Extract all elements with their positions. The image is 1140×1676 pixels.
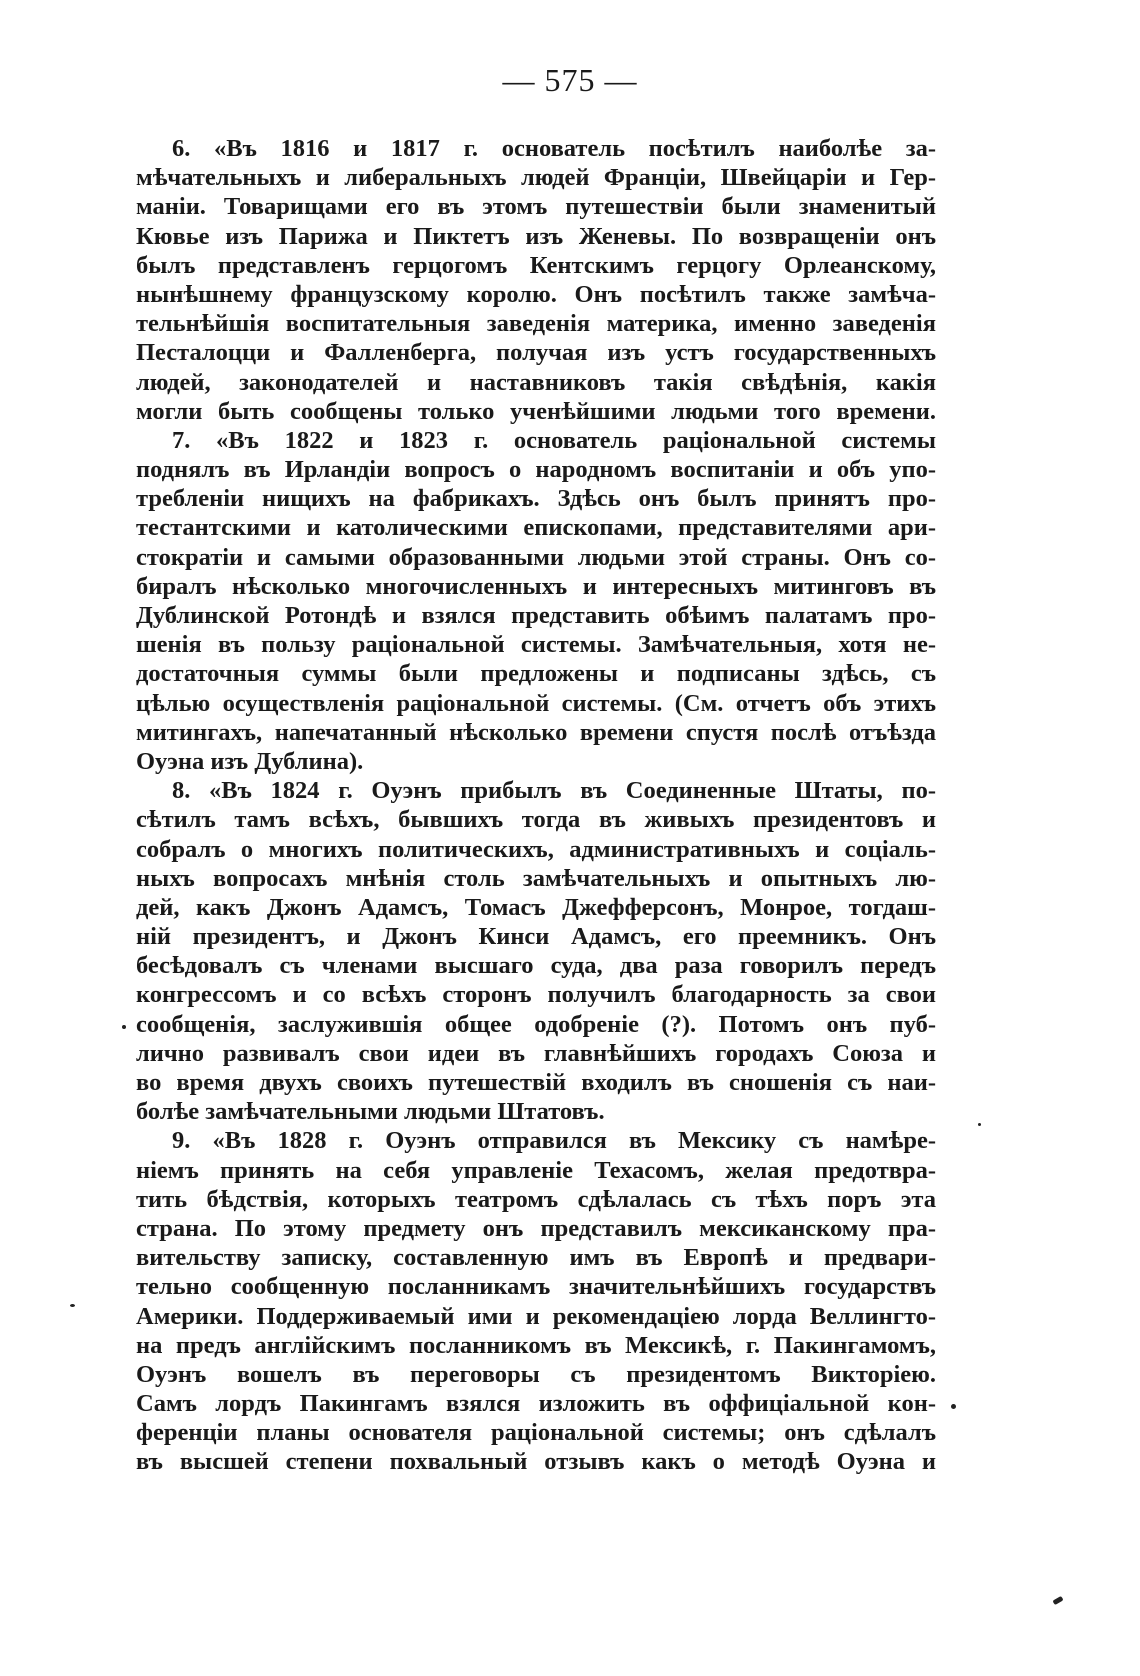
scan-speck: [70, 1304, 75, 1307]
scan-speck: [951, 1404, 956, 1409]
text-line: ференціи планы основателя раціональной системы; онъ сдѣлалъ: [136, 1419, 936, 1447]
text-line: тестантскими и католическими епископами, представителями ари-: [136, 514, 936, 542]
text-line: во время двухъ своихъ путешествій входилъ въ сношенія съ наи-: [136, 1069, 936, 1096]
text-line: дей, какъ Джонъ Адамсъ, Томасъ Джефферсонъ, Монрое, тогдаш-: [136, 893, 936, 921]
text-line: достаточныя суммы были предложены и подписаны здѣсь, съ: [136, 660, 936, 688]
text-line: Америки. Поддерживаемый ими и рекомендаціею лорда Веллингто-: [136, 1302, 936, 1330]
page-number: — 575 —: [502, 62, 638, 98]
text-line: тельнѣйшія воспитательныя заведенія материка, именно заведенія: [136, 310, 936, 338]
text-line: 8. «Въ 1824 г. Оуэнъ прибылъ въ Соединенные Штаты, по-: [172, 777, 936, 805]
text-line: Песталоцци и Фалленберга, получая изъ устъ государственныхъ: [136, 339, 936, 367]
text-line: ній президентъ, и Джонъ Кинси Адамсъ, его преемникъ. Онъ: [136, 923, 936, 951]
scan-speck: [1052, 1596, 1063, 1605]
text-line: ніемъ принять на себя управленіе Техасомъ, желая предотвра-: [136, 1156, 936, 1184]
text-line: требленіи нищихъ на фабрикахъ. Здѣсь онъ былъ принятъ про-: [136, 485, 936, 513]
text-line: собралъ о многихъ политическихъ, административныхъ и соціаль-: [136, 835, 936, 863]
text-line: Оуэна изъ Дублина).: [136, 747, 364, 775]
text-line: бесѣдовалъ съ членами высшаго суда, два раза говорилъ передъ: [136, 952, 936, 980]
text-line: сообщенія, заслужившія общее одобреніе (?). Потомъ онъ пуб-: [136, 1010, 936, 1038]
text-line: тельно сообщенную посланникамъ значительнѣйшихъ государствъ: [136, 1273, 936, 1301]
text-line: стократіи и самыми образованными людьми этой страны. Онъ со-: [136, 543, 936, 571]
body-text: [136, 134, 936, 1477]
text-line: вительству записку, составленную имъ въ Европѣ и предвари-: [136, 1244, 936, 1272]
text-line: поднялъ въ Ирландіи вопросъ о народномъ воспитаніи и объ упо-: [136, 456, 936, 484]
text-line: страна. По этому предмету онъ представилъ мексиканскому пра-: [136, 1214, 936, 1242]
text-line: маніи. Товарищами его въ этомъ путешествіи были знаменитый: [136, 193, 936, 221]
text-line: Кювье изъ Парижа и Пиктетъ изъ Женевы. По возвращеніи онъ: [136, 222, 936, 250]
text-line: сѣтилъ тамъ всѣхъ, бывшихъ тогда въ живыхъ президентовъ и: [136, 806, 936, 834]
text-line: Дублинской Ротондѣ и взялся представить обѣимъ палатамъ про-: [136, 602, 936, 629]
text-line: лично развивалъ свои идеи въ главнѣйшихъ городахъ Союза и: [136, 1039, 936, 1067]
text-line: 7. «Въ 1822 и 1823 г. основатель раціональной системы: [172, 426, 936, 454]
text-line: въ высшей степени похвальный отзывъ какъ о методѣ Оуэна и: [136, 1448, 936, 1476]
text-line: людей, законодателей и наставниковъ такія свѣдѣнія, какія: [136, 368, 936, 396]
text-line: могли быть сообщены только ученѣйшими людьми того времени.: [136, 397, 936, 425]
text-line: митингахъ, напечатанный нѣсколько времени спустя послѣ отъѣзда: [136, 718, 936, 746]
text-line: конгрессомъ и со всѣхъ сторонъ получилъ благодарность за свои: [136, 981, 936, 1009]
text-line: Самъ лордъ Пакингамъ взялся изложить въ оффиціальной кон-: [136, 1390, 936, 1418]
text-line: мѣчательныхъ и либеральныхъ людей Франціи, Швейцаріи и Гер-: [136, 164, 936, 192]
text-line: тить бѣдствія, которыхъ театромъ сдѣлалась съ тѣхъ поръ эта: [136, 1185, 936, 1213]
text-line: на предъ англійскимъ посланникомъ въ Мексикѣ, г. Пакингамомъ,: [136, 1331, 936, 1359]
text-line: Оуэнъ вошелъ въ переговоры съ президентомъ Викторіею.: [136, 1360, 936, 1388]
text-line: биралъ нѣсколько многочисленныхъ и интересныхъ митинговъ въ: [136, 572, 936, 600]
text-line: ныхъ вопросахъ мнѣнія столь замѣчательныхъ и опытныхъ лю-: [136, 864, 936, 892]
text-line: шенія въ пользу раціональной системы. Замѣчательныя, хотя не-: [136, 631, 936, 659]
text-line: 9. «Въ 1828 г. Оуэнъ отправился въ Мексику съ намѣре-: [172, 1127, 936, 1155]
text-line: цѣлью осуществленія раціональной системы. (См. отчетъ объ этихъ: [136, 689, 936, 717]
text-line: 6. «Въ 1816 и 1817 г. основатель посѣтилъ наиболѣе за-: [172, 135, 936, 162]
text-line: нынѣшнему французскому королю. Онъ посѣтилъ также замѣча-: [136, 280, 936, 308]
scan-speck: [122, 1025, 126, 1029]
scan-speck: [978, 1123, 981, 1126]
text-line: былъ представленъ герцогомъ Кентскимъ герцогу Орлеанскому,: [136, 251, 936, 279]
text-line: болѣе замѣчательными людьми Штатовъ.: [136, 1098, 605, 1126]
